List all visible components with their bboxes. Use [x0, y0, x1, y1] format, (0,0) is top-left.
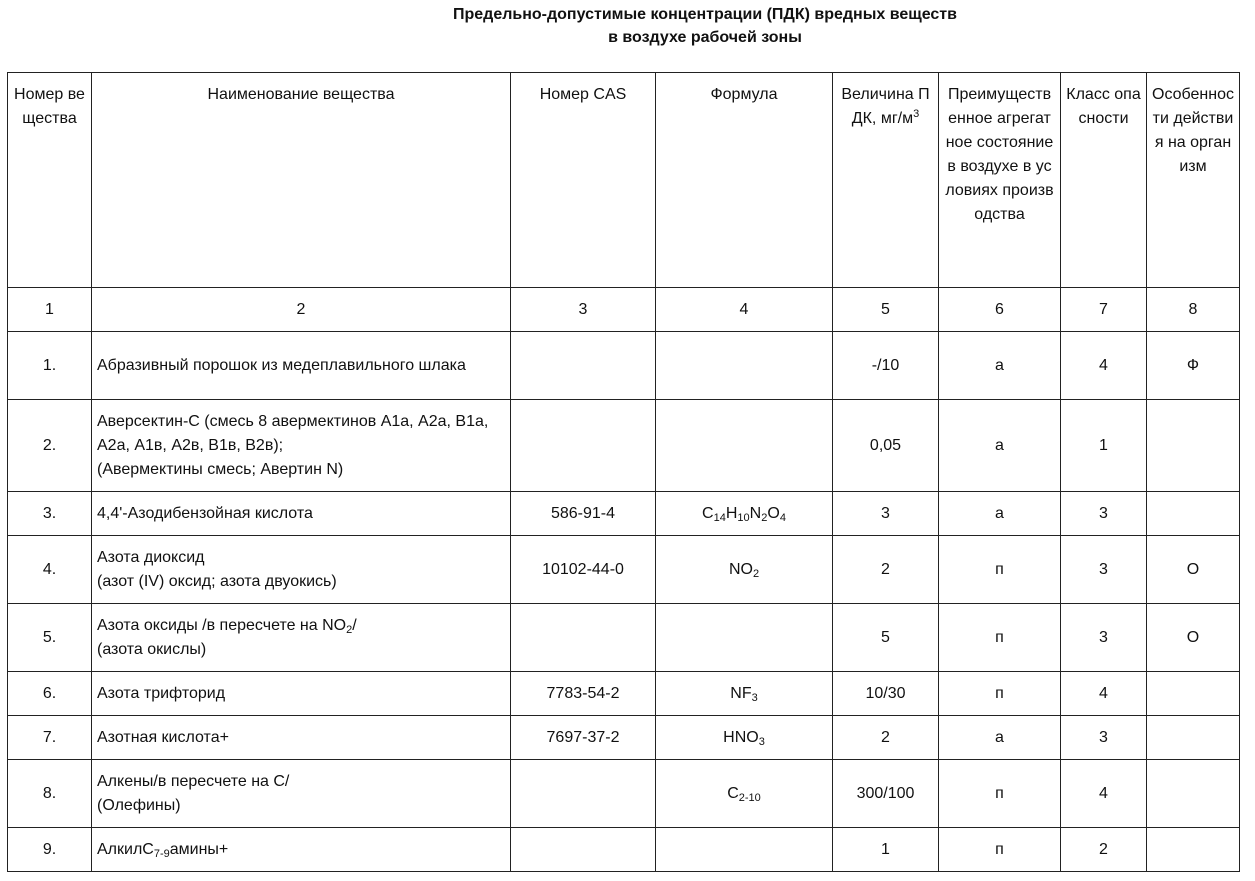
hazard-class: 3: [1061, 536, 1147, 604]
row-number: 7.: [8, 716, 92, 760]
pdk-value: 0,05: [833, 400, 939, 492]
row-number: 8.: [8, 760, 92, 828]
hazard-class: 3: [1061, 604, 1147, 672]
aggregate-state: а: [939, 332, 1061, 400]
effect: [1147, 672, 1240, 716]
hazard-class: 3: [1061, 716, 1147, 760]
row-number: 6.: [8, 672, 92, 716]
hazard-class: 2: [1061, 828, 1147, 872]
header-pdk-text: Величина ПДК, мг/м: [841, 86, 930, 127]
hazard-class: 1: [1061, 400, 1147, 492]
aggregate-state: п: [939, 760, 1061, 828]
substance-name: Азотная кислота+: [92, 716, 511, 760]
title-line-1: Предельно-допустимые концентрации (ПДК) вредных веществ: [453, 6, 957, 23]
column-number: 8: [1147, 288, 1240, 332]
table-row: [8, 760, 1240, 828]
aggregate-state: п: [939, 604, 1061, 672]
formula: [656, 828, 833, 872]
aggregate-state: а: [939, 716, 1061, 760]
formula: $NF_3$: [656, 672, 833, 716]
effect: [1147, 760, 1240, 828]
title-line-2: в воздухе рабочей зоны: [608, 29, 802, 46]
aggregate-state: а: [939, 400, 1061, 492]
header-substance-number: Номер вещества: [8, 73, 92, 288]
substance-name: АлкилС$_{7-9}$амины+: [92, 828, 511, 872]
header-hazard-class: Класс опасности: [1061, 73, 1147, 288]
substance-name-line-2: (азота окислы): [97, 640, 207, 658]
pdk-value: 2: [833, 716, 939, 760]
hazard-class: 4: [1061, 672, 1147, 716]
column-number-row: [8, 288, 1240, 332]
aggregate-state: п: [939, 536, 1061, 604]
effect: [1147, 400, 1240, 492]
column-number: 4: [656, 288, 833, 332]
substance-name-line-2: (азот (IV) оксид; азота двуокись): [97, 572, 337, 590]
table-row: [8, 332, 1240, 400]
substance-name: [92, 536, 511, 604]
header-formula: Формула: [656, 73, 833, 288]
row-number: 1.: [8, 332, 92, 400]
substance-name-line-2: (Олефины): [97, 796, 181, 814]
cas-number: [511, 332, 656, 400]
substance-name: 4,4'-Азодибензойная кислота: [92, 492, 511, 536]
substance-name-line-2: (Авермектины смесь; Авертин N): [97, 460, 344, 478]
hazard-class: 4: [1061, 760, 1147, 828]
formula: [656, 604, 833, 672]
cas-number: 586-91-4: [511, 492, 656, 536]
effect: [1147, 492, 1240, 536]
pdk-value: 300/100: [833, 760, 939, 828]
header-pdk-sup: 3: [913, 108, 920, 120]
substance-name-line-1: Аверсектин-С (смесь 8 авермектинов А1а, А2а, В1а, А2а, А1в, А2в, В1в, В2в);: [97, 412, 489, 454]
substance-name: [92, 760, 511, 828]
table-row: [8, 536, 1240, 604]
table-row: [8, 716, 1240, 760]
row-number: 2.: [8, 400, 92, 492]
row-number: 3.: [8, 492, 92, 536]
table-header-row: [8, 73, 1240, 288]
page-title: [0, 3, 1255, 49]
pdk-table: [7, 72, 1240, 872]
column-number: 7: [1061, 288, 1147, 332]
pdk-value: 3: [833, 492, 939, 536]
table-row: [8, 492, 1240, 536]
pdk-value: 2: [833, 536, 939, 604]
cas-number: 7697-37-2: [511, 716, 656, 760]
cas-number: 10102-44-0: [511, 536, 656, 604]
effect: О: [1147, 604, 1240, 672]
header-cas-number: Номер CAS: [511, 73, 656, 288]
pdk-value: 5: [833, 604, 939, 672]
cas-number: [511, 760, 656, 828]
substance-name-line-1: Алкены/в пересчете на С/: [97, 772, 290, 790]
pdk-value: 10/30: [833, 672, 939, 716]
formula: $C_{14}H_{10}N_2O_4$: [656, 492, 833, 536]
header-pdk-value: [833, 73, 939, 288]
row-number: 9.: [8, 828, 92, 872]
substance-name: Азота трифторид: [92, 672, 511, 716]
column-number: 6: [939, 288, 1061, 332]
substance-name: [92, 400, 511, 492]
formula: [656, 332, 833, 400]
aggregate-state: а: [939, 492, 1061, 536]
formula: $HNO_3$: [656, 716, 833, 760]
hazard-class: 4: [1061, 332, 1147, 400]
row-number: 4.: [8, 536, 92, 604]
cas-number: 7783-54-2: [511, 672, 656, 716]
table-row: [8, 828, 1240, 872]
substance-name: [92, 604, 511, 672]
column-number: 3: [511, 288, 656, 332]
effect: [1147, 716, 1240, 760]
effect: Ф: [1147, 332, 1240, 400]
effect: О: [1147, 536, 1240, 604]
cas-number: [511, 604, 656, 672]
table-row: [8, 604, 1240, 672]
header-aggregate-state: Преимущественное агрегатное состояние в воздухе в условиях производства: [939, 73, 1061, 288]
formula: $C_{2-10}$: [656, 760, 833, 828]
column-number: 1: [8, 288, 92, 332]
column-number: 5: [833, 288, 939, 332]
hazard-class: 3: [1061, 492, 1147, 536]
formula: [656, 400, 833, 492]
aggregate-state: п: [939, 672, 1061, 716]
column-number: 2: [92, 288, 511, 332]
substance-name-line-1: Азота оксиды /в пересчете на $NO_2/$: [97, 616, 357, 636]
cas-number: [511, 400, 656, 492]
table-row: [8, 672, 1240, 716]
substance-name: Абразивный порошок из медеплавильного шлака: [92, 332, 511, 400]
formula: $NO_2$: [656, 536, 833, 604]
row-number: 5.: [8, 604, 92, 672]
header-substance-name: Наименование вещества: [92, 73, 511, 288]
header-effects: Особенности действия на организм: [1147, 73, 1240, 288]
cas-number: [511, 828, 656, 872]
pdk-value: -/10: [833, 332, 939, 400]
substance-name-line-1: Азота диоксид: [97, 548, 205, 566]
table-row: [8, 400, 1240, 492]
aggregate-state: п: [939, 828, 1061, 872]
effect: [1147, 828, 1240, 872]
pdk-value: 1: [833, 828, 939, 872]
